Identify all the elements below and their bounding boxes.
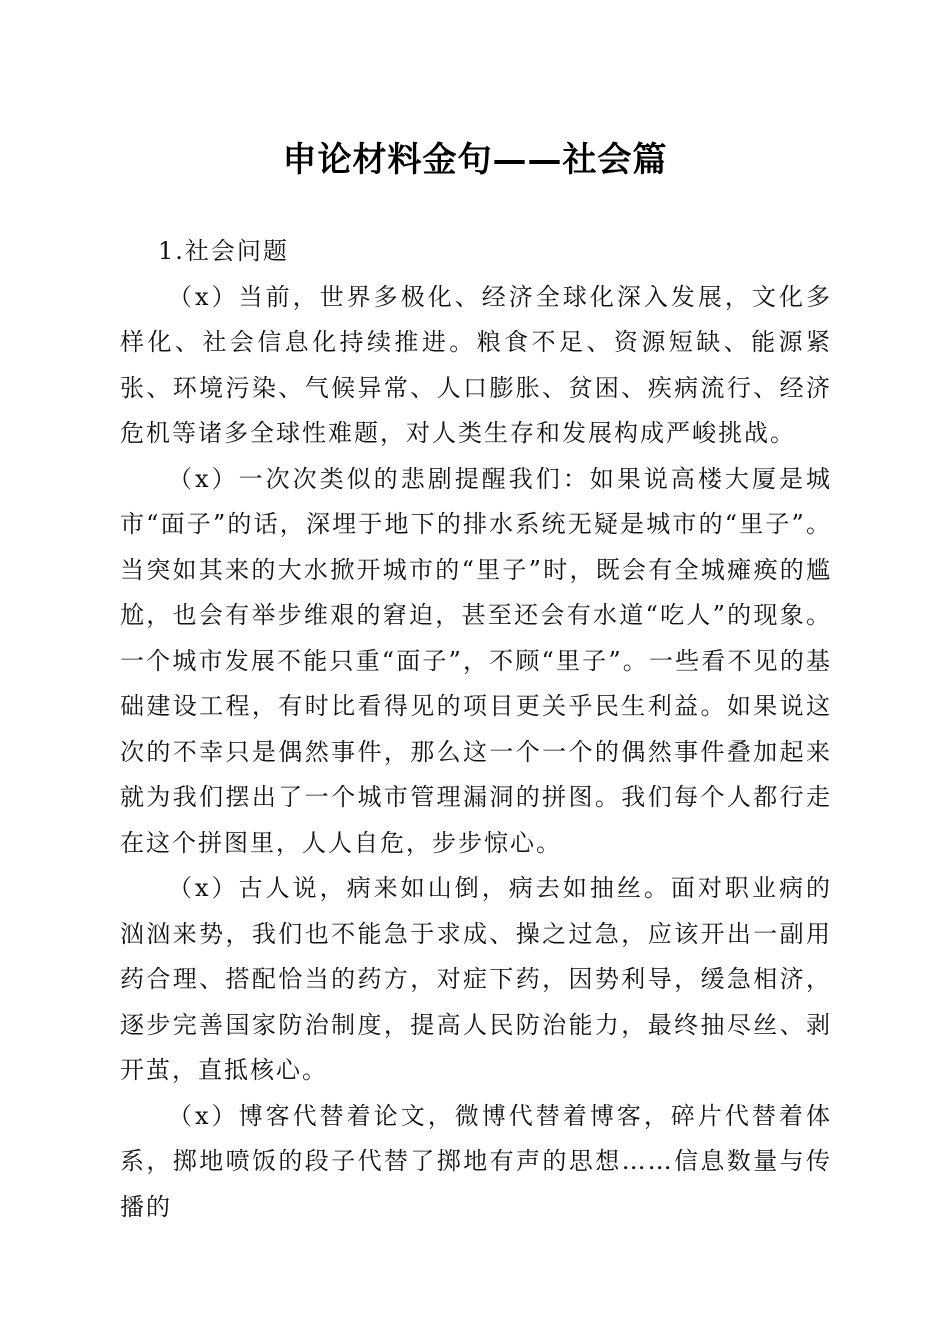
document-title: 申论材料金句——社会篇 (282, 140, 668, 180)
section-heading: 1.社会问题 (158, 237, 289, 265)
paragraph: （x）一次次类似的悲剧提醒我们：如果说高楼大厦是城市“面子”的话，深埋于地下的排水系统无疑是城市的“里子”。当突如其来的大水掀开城市的“里子”时，既会有全城瘫痪的尴尬，也会有举步维艰的窘迫，甚至还会有水道“吃人”的现象。一个城市发展不能只重“面子”，不顾“里子”。一些看不见的基础建设工程，有时比看得见的项目更关乎民生利益。如果说这次的不幸只是偶然事件，那么这一个一个的偶然事件叠加起来就为我们摆出了一个城市管理漏洞的拼图。我们每个人都行走在这个拼图里，人人自危，步步惊心。 (120, 464, 832, 857)
document-body (120, 229, 832, 1230)
paragraph: （x）古人说，病来如山倒，病去如抽丝。面对职业病的汹汹来势，我们也不能急于求成、操之过急，应该开出一副用药合理、搭配恰当的药方，对症下药，因势利导，缓急相济，逐步完善国家防治制度，提高人民防治能力，最终抽尽丝、剥开茧，直抵核心。 (120, 874, 832, 1084)
paragraph: （x）当前，世界多极化、经济全球化深入发展，文化多样化、社会信息化持续推进。粮食不足、资源短缺、能源紧张、环境污染、气候异常、人口膨胀、贫困、疾病流行、经济危机等诸多全球性难题，对人类生存和发展构成严峻挑战。 (120, 282, 832, 447)
paragraph: （x）博客代替着论文，微博代替着博客，碎片代替着体系，掷地喷饭的段子代替了掷地有声的思想……信息数量与传播的 (120, 1101, 832, 1221)
